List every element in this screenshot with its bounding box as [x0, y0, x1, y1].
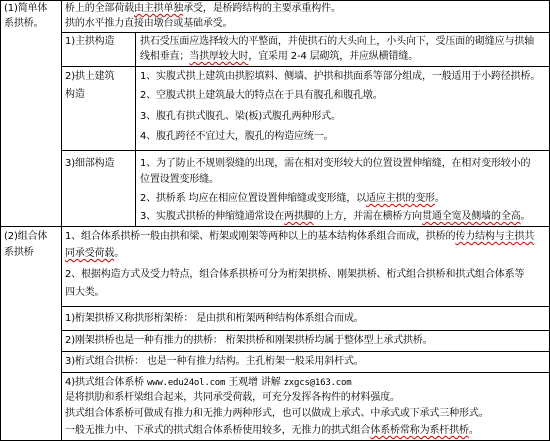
- paragraph: 2、根据构造方式及受力特点，组合体系拱桥可分为桁架拱桥、刚架拱桥、桁式组合拱桥和拱式组合体系等: [65, 269, 525, 280]
- subtype-row: 2)刚架拱桥也是一种有推力的拱桥： 桁架拱桥和刚架拱桥均属于整体型上承式拱桥。: [65, 335, 433, 346]
- row-text: 拱石受压面应选择较大的平整面，并使拱石的大头向上，小头向下，受压面的砌缝应与拱轴: [140, 36, 534, 47]
- paragraph: 拱式组合体系桥可做成有推力和无推力两种形式，也可以做成上承式、中承式或下承式三种形式。: [65, 408, 489, 419]
- paragraph: 是将拱肋和系杆梁组合起来，共同承受荷载，可充分发挥各构件的材料强度。: [65, 392, 400, 403]
- list-item: 2、拱桥系 均应在相应位置设置伸缩缝或变形缝，以适应主拱的变形。: [140, 193, 445, 204]
- list-item: 3、实腹式拱桥的伸缩缝通常设在两拱脚的上方，并需在横桥方向贯通全宽及侧墙的全高。: [140, 211, 531, 222]
- intro-text: 桥上的全部荷载由主拱单独承受，是桥跨结构的主要承重构件。: [65, 3, 341, 14]
- paragraph: 同承受荷载。: [65, 248, 125, 259]
- section-title: (2)组合体: [4, 231, 48, 242]
- subtype-row: 1)桁架拱桥又称拱形桁架桥： 是由拱和桁架两种结构体系组合而成。: [65, 313, 364, 324]
- section-title: 系拱桥: [4, 247, 34, 258]
- table-border: [0, 0, 1, 441]
- source-url: www.edu24ol.com: [146, 378, 226, 388]
- section-title: (1)简单体: [4, 3, 48, 14]
- list-item: 1、实腹式拱上建筑由拱腔填料、侧墙、护拱和拱面系等部分组成，一般适用于小跨径拱桥。: [140, 71, 541, 82]
- paragraph: 四大类。: [65, 287, 105, 298]
- list-item: 1、为了防止不规则裂缝的出现，需在相对变形较大的位置设置伸缩缝，在相对变形较小的: [140, 158, 531, 169]
- row-text: 线相垂直；当拱厚较大时，宜采用 2-4 层砌筑，并应纵横错缝。: [140, 51, 419, 62]
- list-item: 2、空腹式拱上建筑最大的特点在于具有腹孔和腹孔墩。: [140, 90, 383, 101]
- section-divider: [0, 226, 550, 227]
- contact-email: zxgcs@163.com: [283, 378, 352, 388]
- list-item: 4、腹孔跨径不宜过大，腹孔的构造应统一。: [140, 131, 334, 142]
- subtype-row: 3)桁式组合拱桥： 也是一种有推力结构。主孔桁架一般采用斜杆式。: [65, 356, 364, 367]
- row-divider: [62, 351, 550, 352]
- row-divider: [62, 150, 550, 151]
- row-label: 1)主拱构造: [65, 36, 115, 47]
- row-label: 2)拱上建筑: [65, 71, 115, 82]
- row-label: 3)细部构造: [65, 158, 115, 169]
- table-border: [0, 0, 550, 1]
- row-divider: [62, 330, 550, 331]
- list-item: 位置设置变形缝。: [140, 174, 219, 185]
- paragraph: 一般无推力中、下承式的拱式组合体系桥使用较多，无推力的拱式组合体系桥常称为系杆拱桥。: [65, 425, 479, 436]
- intro-text: 拱的水平推力直接由墩台或基础承受。: [65, 18, 233, 29]
- row-divider: [62, 306, 550, 307]
- row-divider: [62, 372, 550, 373]
- subtype-row: 4)拱式组合体系桥 www.edu24ol.com 王观增 讲解 zxgcs@163.com: [65, 377, 352, 388]
- column-divider: [135, 32, 136, 226]
- row-label: 构造: [65, 89, 85, 100]
- section-title: 系拱桥。: [4, 18, 44, 29]
- row-divider: [62, 66, 550, 67]
- paragraph: 1、组合体系拱桥一般由拱和梁、桁架或刚架等两种以上的基本结构体系组合而成，拱桥的传力结构与主拱共: [65, 231, 535, 242]
- list-item: 3、腹孔有拱式腹孔、梁(板)式腹孔两种形式。: [140, 111, 341, 122]
